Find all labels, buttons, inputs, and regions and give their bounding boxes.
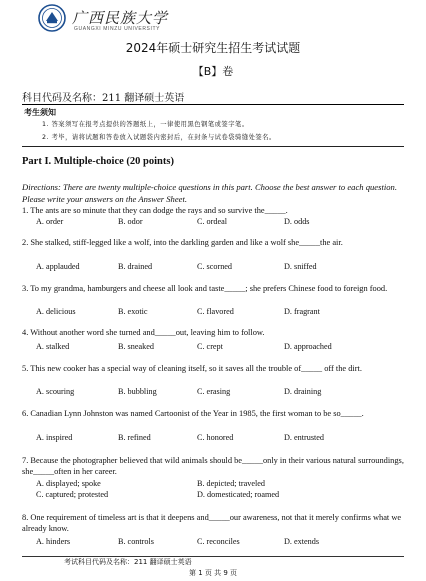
option: C. crept	[197, 342, 223, 351]
question-stem: 3. To my grandma, hamburgers and cheese all look and taste_____; she prefers Chinese food to foreign food.	[22, 284, 388, 293]
question-stem: 4. Without another word she turned and_____out, leaving him to follow.	[22, 328, 265, 337]
option: D. approached	[284, 342, 332, 351]
option: D. odds	[284, 217, 310, 226]
option: B. odor	[118, 217, 143, 226]
paper-version: 【B】卷	[192, 65, 234, 78]
question-stem: 8. One requirement of timeless art is that it deepens and_____our awareness, not that it merely confirms what we already know.	[22, 513, 402, 533]
option: B. refined	[118, 433, 151, 442]
university-seal-icon	[38, 4, 66, 32]
footer-subject-code: 考试科目代码及名称：211 翻译硕士英语	[64, 558, 192, 566]
option: A. scouring	[36, 387, 75, 396]
option: A. stalked	[36, 342, 70, 351]
university-logo	[38, 4, 208, 34]
part-heading: Part I. Multiple-choice (20 points)	[22, 156, 174, 167]
directions-text: Directions: There are twenty multiple-choice questions in this part. Choose the best answer to each question. Please write your answers on the Answer Sheet.	[22, 182, 397, 204]
option: C. reconciles	[197, 537, 240, 546]
option: B. bubbling	[118, 387, 157, 396]
option: A. hinders	[36, 537, 71, 546]
subject-code-label: 科目代码及名称：211 翻译硕士英语	[22, 93, 185, 104]
question-stem: 1. The ants are so minute that they can dodge the rays and so survive the_____.	[22, 206, 288, 215]
option: C. honored	[197, 433, 234, 442]
question-options	[36, 490, 408, 501]
notice-heading: 考生须知	[24, 108, 56, 117]
question-stem: 2. She stalked, stiff-legged like a wolf, into the darkling garden and like a wolf she_____the air.	[22, 238, 343, 247]
option: C. captured; protested	[36, 490, 109, 499]
header-divider	[22, 104, 404, 105]
question-stem: 5. This new cooker has a special way of cleaning itself, so it saves all the trouble of_____ off the dirt.	[22, 364, 362, 373]
question-options	[36, 433, 408, 444]
exam-title: 2024年硕士研究生招生考试试题	[125, 41, 301, 55]
page-number: 第 1 页 共 9 页	[188, 569, 238, 577]
option: A. inspired	[36, 433, 73, 442]
option: C. flavored	[197, 307, 234, 316]
option: A. delicious	[36, 307, 76, 316]
notice-item: 1. 答案须写在报考点提供的答题纸上，一律使用黑色钢笔或签字笔。	[42, 121, 249, 128]
option: C. erasing	[197, 387, 231, 396]
option: B. sneaked	[118, 342, 154, 351]
option: D. entrusted	[284, 433, 325, 442]
question-stem: 7. Because the photographer believed that wild animals should be_____only in their various natural surroundings, she_____often in her career.	[22, 456, 404, 476]
option: D. draining	[284, 387, 322, 396]
option: D. domesticated; roamed	[197, 490, 280, 499]
option: D. sniffed	[284, 262, 317, 271]
option: A. displayed; spoke	[36, 479, 101, 488]
option: C. scorned	[197, 262, 233, 271]
option: B. depicted; traveled	[197, 479, 265, 488]
question-options	[36, 262, 408, 273]
option: B. drained	[118, 262, 153, 271]
question-options	[36, 387, 408, 398]
question-options	[36, 479, 408, 490]
option: B. exotic	[118, 307, 148, 316]
question-options	[36, 307, 408, 318]
question-options	[36, 342, 408, 353]
option: C. ordeal	[197, 217, 228, 226]
question-stem: 6. Canadian Lynn Johnston was named Cartoonist of the Year in 1985, the first woman to be so_____.	[22, 409, 364, 418]
logo-text-cn: 广西民族大学	[72, 9, 169, 27]
question-options	[36, 537, 408, 548]
notice-divider	[22, 146, 404, 147]
option: D. extends	[284, 537, 320, 546]
option: A. order	[36, 217, 64, 226]
option: A. applauded	[36, 262, 80, 271]
option: D. fragrant	[284, 307, 320, 316]
notice-item: 2. 考毕，请将试题和答卷放入试题袋内密封后，在封条与试卷袋骑缝处签名。	[42, 134, 276, 141]
logo-text-en: GUANGXI MINZU UNIVERSITY	[74, 26, 161, 32]
option: B. controls	[118, 537, 154, 546]
question-options	[36, 217, 408, 228]
